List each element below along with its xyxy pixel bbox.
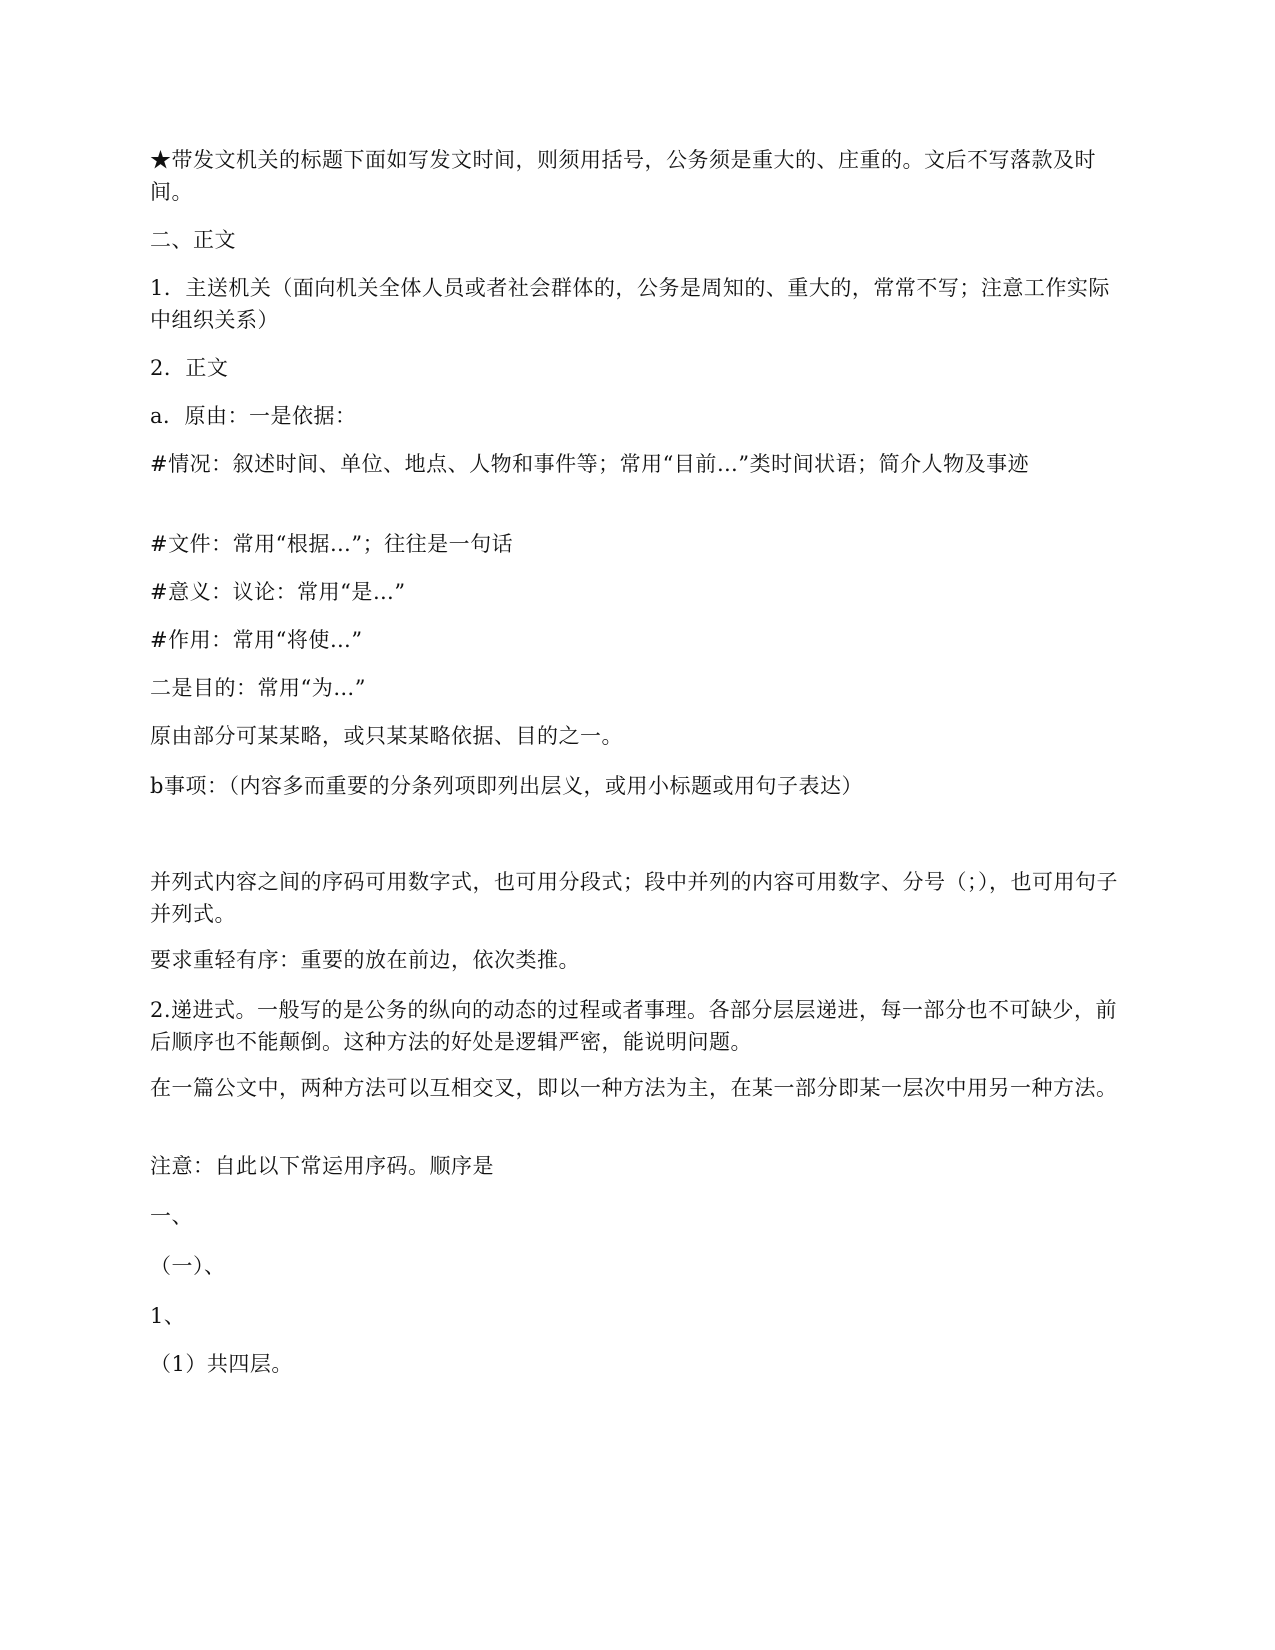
paragraph-significance: #意义：议论：常用“是…” [150, 580, 406, 604]
paragraph-priority-order: 要求重轻有序：重要的放在前边，依次类推。 [150, 948, 580, 972]
heading-body-text: 2．正文 [150, 356, 229, 380]
list-marker-level-4: （1）共四层。 [150, 1352, 293, 1376]
paragraph-reason-basis: a．原由：一是依据： [150, 404, 357, 428]
paragraph-parallel-style: 并列式内容之间的序码可用数字式，也可用分段式；段中并列的内容可用数字、分号（；），也可用句子并列式。 [150, 870, 1118, 926]
paragraph-document: #文件：常用“根据…”；往往是一句话 [150, 532, 514, 556]
paragraph-reason-omission: 原由部分可某某略，或只某某略依据、目的之一。 [150, 724, 623, 748]
paragraph-note-title-date: ★带发文机关的标题下面如写发文时间，则须用括号，公务须是重大的、庄重的。文后不写落款及时间。 [150, 148, 1096, 204]
list-marker-level-3: 1、 [150, 1304, 186, 1328]
list-marker-level-1: 一、 [150, 1204, 193, 1228]
heading-body-section: 二、正文 [150, 228, 236, 252]
paragraph-situation: #情况：叙述时间、单位、地点、人物和事件等；常用“目前…”类时间状语；简介人物及事迹 [150, 452, 1030, 476]
paragraph-progressive-style: 2.递进式。一般写的是公务的纵向的动态的过程或者事理。各部分层层递进，每一部分也不可缺少，前后顺序也不能颠倒。这种方法的好处是逻辑严密，能说明问题。 [150, 998, 1118, 1054]
paragraph-effect: #作用：常用“将使…” [150, 628, 363, 652]
paragraph-purpose: 二是目的：常用“为…” [150, 676, 366, 700]
paragraph-numbering-note: 注意：自此以下常运用序码。顺序是 [150, 1154, 494, 1178]
list-marker-level-2: （一）、 [150, 1254, 226, 1278]
paragraph-mixed-methods: 在一篇公文中，两种方法可以互相交叉，即以一种方法为主，在某一部分即某一层次中用另一种方法。 [150, 1076, 1118, 1100]
paragraph-main-recipient: 1．主送机关（面向机关全体人员或者社会群体的，公务是周知的、重大的，常常不写；注意工作实际中组织关系） [150, 276, 1110, 332]
paragraph-matters: b事项：（内容多而重要的分条列项即列出层义，或用小标题或用句子表达） [150, 774, 863, 798]
